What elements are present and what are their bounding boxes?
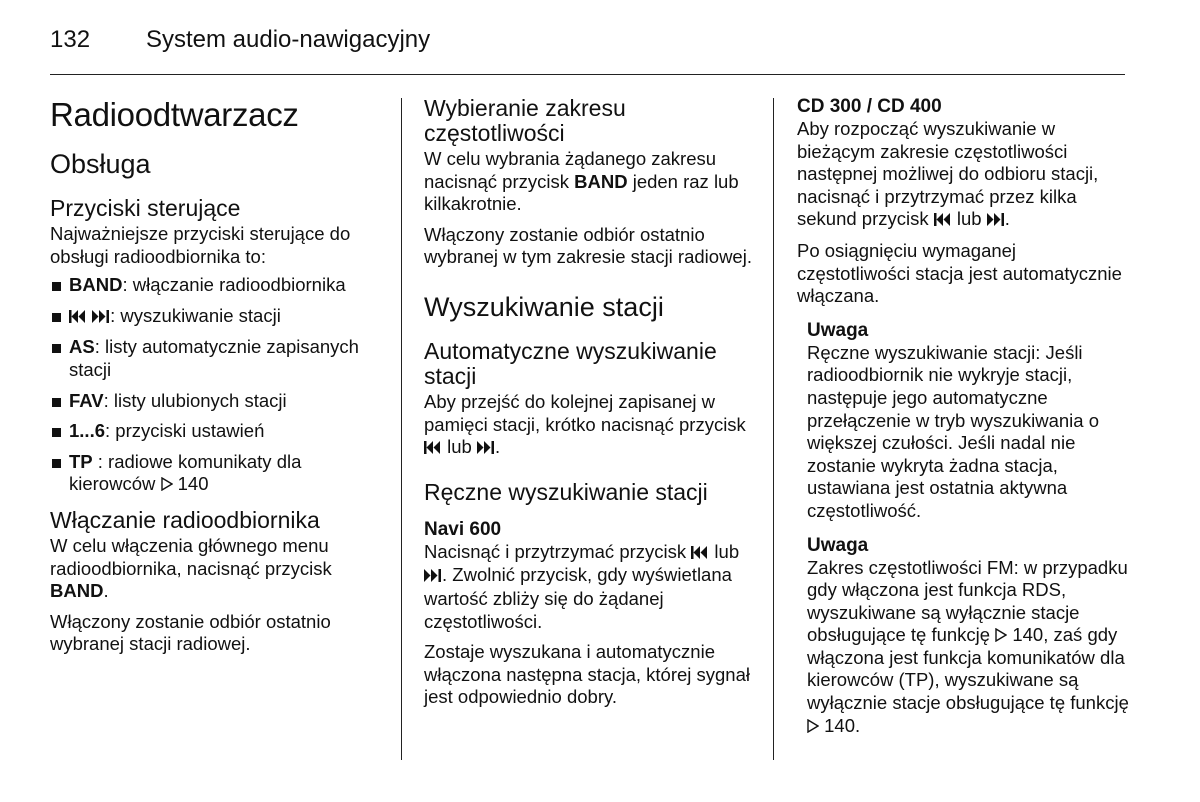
list-item [50, 274, 385, 297]
punctuation: . [494, 436, 501, 458]
note-label: Uwaga [807, 534, 869, 556]
section-title: Radioodtwarzacz [50, 96, 299, 133]
paragraph: Zostaje wyszukana i automatycznie włączona następna stacja, której sygnał jest odpowiednio dobry. [424, 641, 750, 708]
paragraph [424, 148, 754, 216]
bullet-icon [52, 344, 61, 353]
list-item [50, 336, 385, 381]
column-2 [424, 96, 754, 717]
paragraph [50, 535, 385, 603]
auto-search-heading: Automatyczne wyszukiwanie stacji [424, 337, 717, 389]
seek-forward-icon [987, 209, 1005, 232]
item-text: : listy ulubionych stacji [103, 389, 287, 411]
power-heading: Włączanie radioodbiornika [50, 506, 320, 533]
seek-back-icon [69, 306, 87, 329]
paragraph-text: lub [956, 208, 982, 230]
controls-intro: Najważniejsze przyciski sterujące do obsługi radioodbiornika to: [50, 223, 351, 267]
seek-forward-icon [424, 565, 442, 588]
bullet-icon [52, 428, 61, 437]
chapter-title: System audio-nawigacyjny [146, 26, 431, 53]
button-key: BAND [574, 170, 628, 192]
subsection-title: Obsługa [50, 149, 151, 179]
paragraph-text: lub [447, 436, 472, 458]
cd-label: CD 300 / CD 400 [797, 96, 942, 117]
column-divider-2 [773, 98, 774, 760]
bullet-icon [52, 459, 61, 468]
list-item [50, 420, 385, 443]
paragraph-text: lub [714, 540, 740, 562]
search-section-title: Wyszukiwanie stacji [424, 291, 664, 322]
bullet-icon [52, 313, 61, 322]
paragraph-text: Aby rozpocząć wyszukiwanie w bieżącym zakresie częstotliwości następnej możliwej do odbioru stacji, nacisnąć i przytrzymać przez kilka sekund przycisk [797, 118, 1099, 230]
page-reference[interactable]: 140 [824, 714, 856, 736]
controls-list [50, 274, 385, 496]
paragraph-text: Nacisnąć i przytrzymać przycisk [424, 540, 687, 562]
paragraph: Włączony zostanie odbiór ostatnio wybranej stacji radiowej. [50, 610, 331, 655]
column-1 [50, 96, 385, 664]
paragraph-text: Zakres częstotliwości FM: w przypadku gdy włączona jest funkcja RDS, wyszukiwane są wyłącznie stacje obsługujące tę funkcję [807, 556, 1128, 646]
controls-heading: Przyciski sterujące [50, 195, 241, 221]
button-key: BAND [50, 580, 104, 602]
list-item [50, 305, 385, 329]
list-item [50, 451, 385, 496]
paragraph [797, 118, 1129, 232]
paragraph-text: , zaś gdy włączona jest funkcja komunikatów dla kierowców (TP), wyszukiwane są wyłącznie stacje obsługujące tę funkcję [807, 624, 1129, 714]
button-key: BAND [69, 274, 123, 296]
paragraph: Włączony zostanie odbiór ostatnio wybranej w tym zakresie stacji radiowej. [424, 223, 752, 268]
paragraph-text: . Zwolnić przycisk, gdy wyświetlana wartość zbliży się do żądanej częstotliwości. [424, 564, 732, 632]
bullet-icon [52, 398, 61, 407]
item-text: : przyciski ustawień [105, 420, 265, 442]
item-text: : radiowe komunikaty dla kierowców [69, 450, 302, 495]
paragraph [424, 391, 754, 460]
button-key: FAV [69, 389, 104, 411]
page-reference-arrow-icon [995, 625, 1007, 639]
page-reference[interactable]: 140 [1012, 624, 1044, 646]
seek-forward-icon [477, 437, 495, 460]
page-reference-arrow-icon [161, 474, 173, 488]
note-text [807, 557, 1129, 738]
page-reference-arrow-icon [807, 716, 819, 730]
manual-search-heading: Ręczne wyszukiwanie stacji [424, 478, 708, 505]
column-divider-1 [401, 98, 402, 760]
paragraph-text: W celu włączenia głównego menu radioodbiornika, nacisnąć przycisk [50, 534, 332, 579]
paragraph-text: Aby przejść do kolejnej zapisanej w pamięci stacji, krótko nacisnąć przycisk [424, 390, 746, 435]
page-number: 132 [50, 26, 91, 53]
paragraph-text: W celu wybrania żądanego zakresu nacisnąć przycisk [424, 148, 717, 192]
seek-back-icon [934, 209, 952, 232]
item-text: : włączanie radioodbiornika [122, 274, 346, 296]
seek-back-icon [691, 542, 709, 565]
button-key: AS [69, 336, 95, 358]
punctuation: . [1004, 208, 1010, 230]
seek-forward-icon [92, 306, 110, 329]
column-3 [797, 96, 1129, 745]
bullet-icon [52, 282, 61, 291]
header-rule [50, 74, 1125, 75]
band-heading: Wybieranie zakresu częstotliwości [424, 95, 626, 146]
page-header [50, 26, 430, 54]
note-text: Ręczne wyszukiwanie stacji: Jeśli radioodbiornik nie wykryje stacji, następuje jego automatyczne przełączenie w tryb wyszukiwania o większej czułości. Jeśli nadal nie zostanie wykryta żadna stacja, ustawiana jest ostatnia aktywna częstotliwość. [807, 341, 1100, 521]
paragraph-text: jeden raz lub kilkakrotnie. [424, 170, 739, 215]
list-item [50, 390, 385, 413]
page-reference[interactable]: 140 [177, 473, 209, 495]
button-key: TP [69, 450, 93, 472]
item-text: : listy automatycznie zapisanych stacji [69, 336, 359, 380]
item-text: : wyszukiwanie stacji [110, 304, 281, 326]
note-box [797, 320, 1129, 738]
paragraph: Po osiągnięciu wymaganej częstotliwości stacja jest automatycznie włączana. [797, 239, 1122, 307]
paragraph [424, 541, 754, 633]
note-label: Uwaga [807, 319, 869, 341]
button-key: 1...6 [69, 420, 105, 442]
navi-label: Navi 600 [424, 518, 502, 540]
punctuation: . [855, 714, 861, 736]
seek-back-icon [424, 437, 442, 460]
punctuation: . [103, 580, 109, 602]
